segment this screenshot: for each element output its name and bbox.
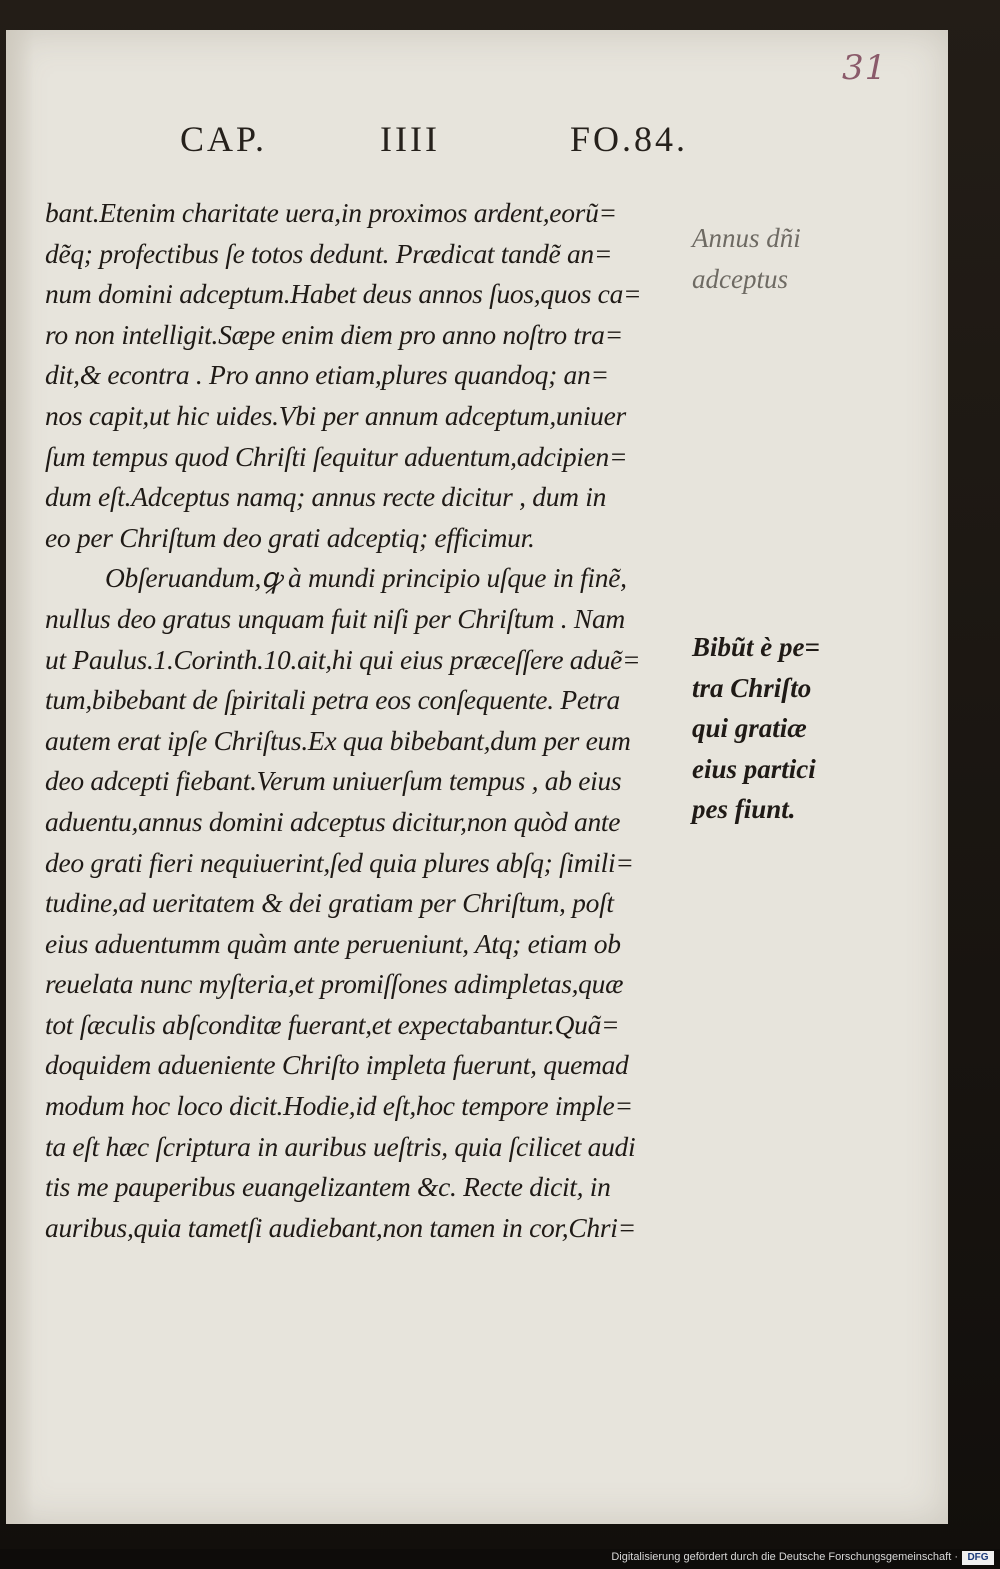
margin-note-line: eius partici xyxy=(692,753,816,784)
running-head-chapter-number: IIII xyxy=(380,119,440,159)
text-line: aduentu,annus domini adceptus dicitur,non quòd ante xyxy=(45,805,621,837)
text-line: auribus,quia tametſi audiebant,non tamen in cor,Chri= xyxy=(45,1211,636,1243)
text-line: tudine,ad ueritatem & dei gratiam per Chriſtum, poſt xyxy=(45,887,614,919)
margin-note-bibunt xyxy=(692,627,852,830)
main-text-block xyxy=(45,193,695,1248)
text-line: num domini adceptum.Habet deus annos ſuos,quos ca= xyxy=(45,278,642,310)
paragraph-start-line: Obſeruandum,ꝙ à mundi principio uſque in finẽ, xyxy=(105,562,627,594)
text-line: tis me pauperibus euangelizantem &c. Recte dicit, in xyxy=(45,1171,611,1203)
text-line: deo adcepti fiebant.Verum uniuerſum tempus , ab eius xyxy=(45,765,622,797)
dfg-logo: DFG xyxy=(962,1551,994,1565)
text-line: reuelata nunc myſteria,et promiſſones adimpletas,quæ xyxy=(45,968,624,1000)
text-line: dit,& econtra . Pro anno etiam,plures quandoq; an= xyxy=(45,359,609,391)
text-line: deo grati fieri nequiuerint,ſed quia plures abſq; ſimili= xyxy=(45,846,634,878)
text-line: ſum tempus quod Chriſti ſequitur aduentum,adcipien= xyxy=(45,440,628,472)
running-head-chapter: CAP. xyxy=(180,119,268,159)
text-line: doquidem adueniente Chriſto impleta fuerunt, quemad xyxy=(45,1049,629,1081)
running-head-folio: FO.84. xyxy=(570,119,689,159)
text-line: eo per Chriſtum deo grati adceptiq; efficimur. xyxy=(45,521,535,553)
text-line: modum hoc loco dicit.Hodie,id eſt,hoc tempore imple= xyxy=(45,1090,633,1122)
text-line: autem erat ipſe Chriſtus.Ex qua bibebant,dum per eum xyxy=(45,724,631,756)
text-line: tum,bibebant de ſpiritali petra eos conſequente. Petra xyxy=(45,684,620,716)
text-line: nullus deo gratus unquam fuit niſi per Chriſtum . Nam xyxy=(45,602,625,634)
text-line: bant.Etenim charitate uera,in proximos ardent,eorũ= xyxy=(45,197,617,228)
text-line: dum eſt.Adceptus namq; annus recte dicitur , dum in xyxy=(45,481,607,513)
margin-note-line: qui gratiæ xyxy=(692,713,807,744)
margin-note-line: tra Chriſto xyxy=(692,672,812,703)
text-line: nos capit,ut hic uides.Vbi per annum adceptum,uniuer xyxy=(45,399,626,431)
text-line: ta eſt hæc ſcriptura in auribus ueſtris, quia ſcilicet audi xyxy=(45,1130,636,1162)
funding-credit: Digitalisierung gefördert durch die Deutsche Forschungsgemeinschaft · xyxy=(611,1551,958,1563)
running-head xyxy=(180,118,700,168)
text-line: dẽq; profectibus ſe totos dedunt. Prædicat tandẽ an= xyxy=(45,237,613,269)
handwritten-folio-number: 31 xyxy=(842,48,888,88)
text-line: ro non intelligit.Sæpe enim diem pro anno noſtro tra= xyxy=(45,318,623,350)
margin-note-line: Annus dñi xyxy=(692,223,801,253)
text-line: ut Paulus.1.Corinth.10.ait,hi qui eius præceſſere aduẽ= xyxy=(45,643,641,675)
margin-note-line: adceptus xyxy=(692,263,788,294)
margin-note-line: pes fiunt. xyxy=(692,794,796,825)
margin-note-annus xyxy=(692,218,852,299)
text-line: eius aduentumm quàm ante perueniunt, Atq; etiam ob xyxy=(45,927,621,959)
page-gutter-shadow xyxy=(6,30,34,1524)
margin-note-line: Bibũt è pe= xyxy=(692,632,820,662)
text-line: tot ſæculis abſconditæ fuerant,et expectabantur.Quã= xyxy=(45,1008,620,1040)
